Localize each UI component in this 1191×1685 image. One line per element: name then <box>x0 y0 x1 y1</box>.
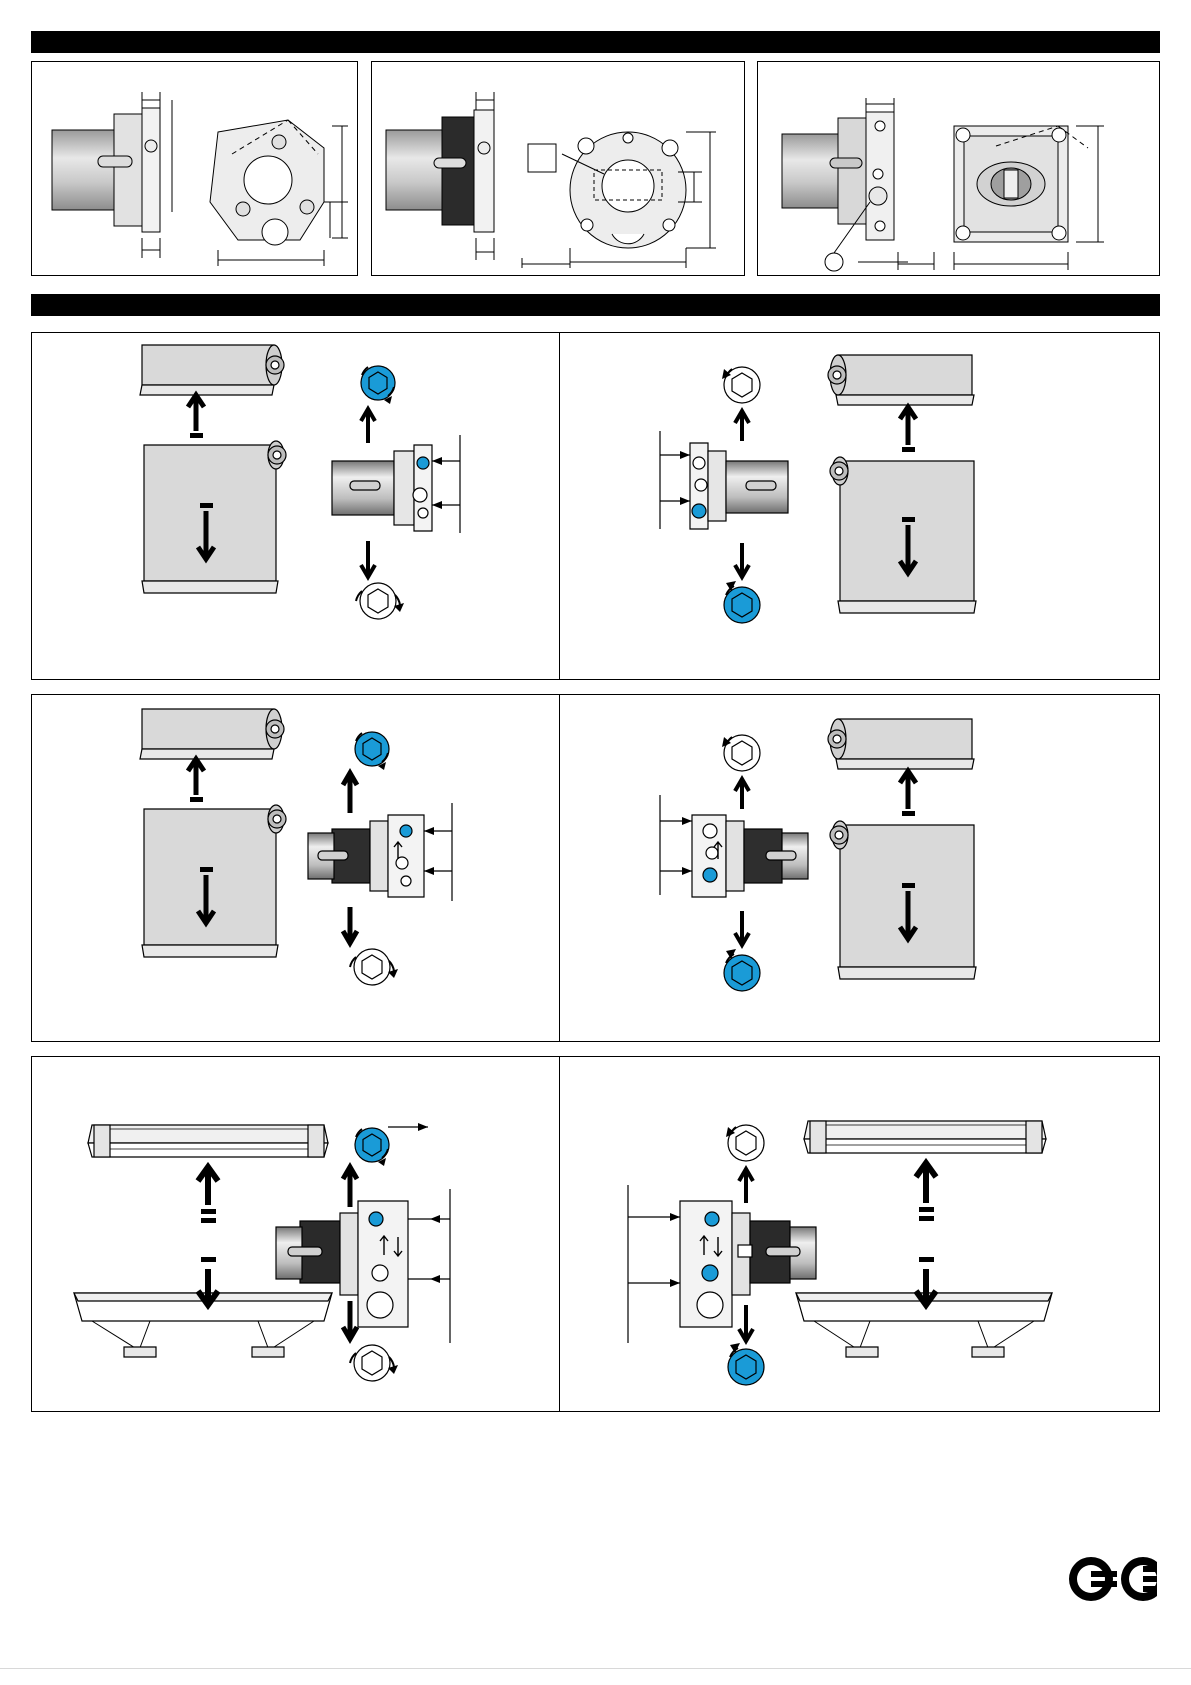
adjust-row-1 <box>31 332 1160 680</box>
adjust-roller-right-2 <box>560 695 1160 1041</box>
section-bar-adjustment <box>31 294 1160 316</box>
adjust-awning-left <box>32 1057 559 1411</box>
ce-mark-icon <box>1047 1553 1157 1605</box>
dimension-panel-3 <box>757 61 1160 276</box>
footer-divider <box>0 1668 1191 1669</box>
dimension-drawing-1 <box>32 62 357 275</box>
adjust-roller-left <box>32 333 559 679</box>
dimension-drawing-3 <box>758 62 1159 275</box>
dimension-panel-2 <box>371 61 745 276</box>
adjust-row-3 <box>31 1056 1160 1412</box>
dimension-drawing-2 <box>372 62 744 275</box>
adjust-roller-left-2 <box>32 695 559 1041</box>
dimension-panel-1 <box>31 61 358 276</box>
adjust-awning-right <box>560 1057 1160 1411</box>
adjust-roller-right <box>560 333 1160 679</box>
adjust-row-2 <box>31 694 1160 1042</box>
section-bar-dimensions <box>31 31 1160 53</box>
